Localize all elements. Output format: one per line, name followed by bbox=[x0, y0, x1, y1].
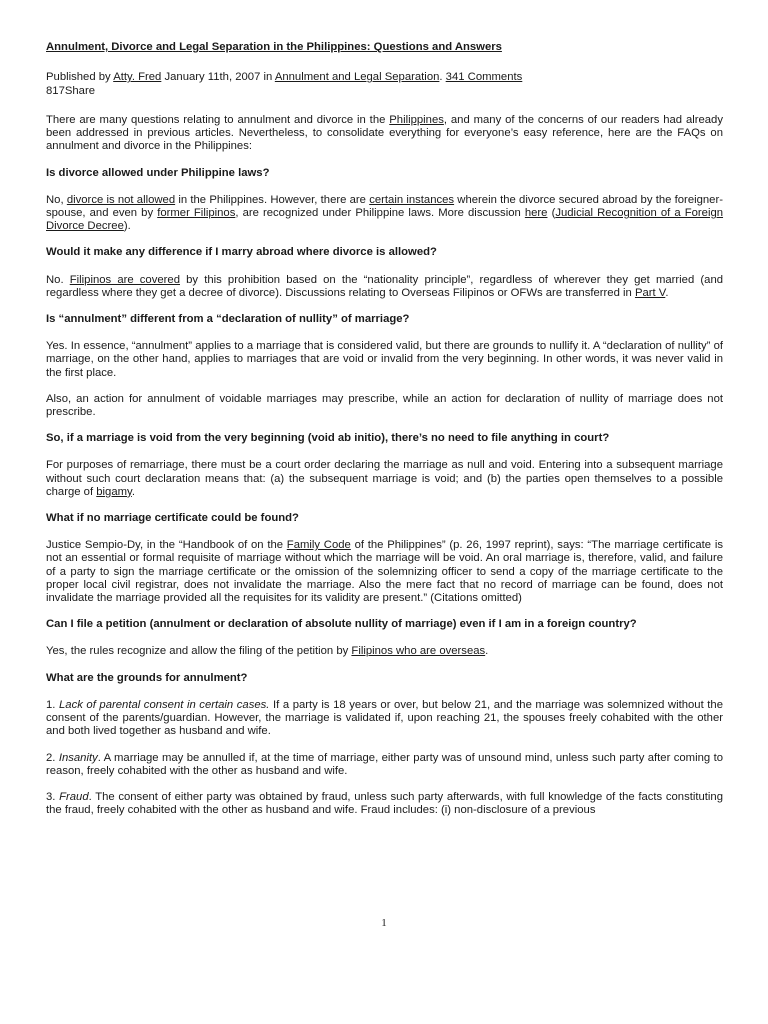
page-number: 1 bbox=[381, 917, 387, 929]
text-span: ( bbox=[547, 207, 556, 220]
page-title: Annulment, Divorce and Legal Separation in the Philippines: Questions and Answers bbox=[46, 41, 502, 53]
ground-item bbox=[46, 752, 723, 778]
answer-paragraph bbox=[46, 274, 723, 300]
philippines-link[interactable]: Philippines bbox=[389, 114, 444, 126]
question-heading: Is divorce allowed under Philippine laws? bbox=[46, 166, 270, 179]
former-filipinos-link[interactable]: former Filipinos bbox=[157, 207, 236, 220]
text-span: by this prohibition based on the “nationality principle”, regardless of wherever they get married (and regardless where they get a decree of divorce). Discussions relating to Overseas Filipinos or OFWs are transferred in bbox=[46, 273, 724, 299]
answer-paragraph bbox=[46, 645, 723, 658]
family-code-link[interactable]: Family Code bbox=[286, 539, 351, 552]
answer-paragraph bbox=[46, 539, 723, 605]
item-number: 1. bbox=[46, 698, 59, 711]
text-span: of the Philippines” (p. 26, 1997 reprint), says: “The marriage certificate is not an essential or formal requisite of marriage without which the marriage will be void. An oral marriage is, therefore, valid, and failure of a party to sign the marriage certificate or the omission of the solemnizing officer to send a copy of the marriage certificate to the proper local civil registrar, does not invalidate the marriage. Also the mere fact that no record of marriage can be found, does not invalidate the marriage provided all the requisites for its validity are present.” (Citations omitted) bbox=[46, 539, 723, 605]
filipinos-overseas-link[interactable]: Filipinos who are overseas bbox=[351, 645, 486, 658]
divorce-not-allowed-link[interactable]: divorce is not allowed bbox=[66, 193, 176, 206]
answer-paragraph bbox=[46, 194, 723, 234]
text-span: . The consent of either party was obtained by fraud, unless such party afterwards, with full knowledge of the facts constituting the fraud, freely cohabited with the other as husband and wife. Fraud includes: (i) non-disclosure of a previous bbox=[46, 790, 723, 817]
text-span: , are recognized under Philippine laws. More discussion bbox=[235, 207, 525, 220]
text-span: . bbox=[131, 485, 135, 498]
ground-name: Lack of parental consent in certain cases. bbox=[59, 698, 270, 711]
question-heading: What are the grounds for annulment? bbox=[46, 671, 248, 684]
author-link[interactable]: Atty. Fred bbox=[113, 71, 162, 83]
post-meta bbox=[46, 71, 723, 98]
text-span: Justice Sempio-Dy, in the “Handbook of on the bbox=[46, 539, 287, 552]
answer-paragraph: Also, an action for annulment of voidable marriages may prescribe, while an action for declaration of nullity of marriage does not prescribe. bbox=[46, 392, 723, 419]
text-span: . A marriage may be annulled if, at the time of marriage, either party was of unsound mind, unless such party after coming to reason, freely cohabited with the other as husband and wife. bbox=[46, 751, 723, 777]
answer-paragraph: Yes. In essence, “annulment” applies to a marriage that is considered valid, but there are grounds to nullify it. A “declaration of nullity” of marriage, on the other hand, applies to marriages that are void or invalid from the very beginning. In other words, it was never valid in the first place. bbox=[46, 340, 723, 379]
intro-paragraph bbox=[46, 114, 723, 154]
question-heading: What if no marriage certificate could be found? bbox=[46, 512, 299, 525]
item-number: 3. bbox=[46, 790, 60, 803]
text-span: ). bbox=[123, 220, 131, 233]
question-heading: Would it make any difference if I marry abroad where divorce is allowed? bbox=[46, 246, 437, 259]
text-span: wherein the divorce secured abroad by the foreigner-spouse, and even by bbox=[46, 193, 723, 220]
text-span: . bbox=[485, 645, 489, 658]
document-body bbox=[46, 40, 723, 830]
date-text: January 11th, 2007 in bbox=[161, 71, 275, 83]
filipinos-covered-link[interactable]: Filipinos are covered bbox=[69, 273, 180, 286]
here-link[interactable]: here bbox=[524, 207, 548, 220]
answer-paragraph bbox=[46, 459, 723, 499]
item-number: 2. bbox=[46, 751, 59, 764]
text-span: There are many questions relating to annulment and divorce in the bbox=[46, 114, 390, 126]
ground-name: Insanity bbox=[58, 751, 98, 764]
bigamy-link[interactable]: bigamy bbox=[96, 485, 132, 498]
category-link[interactable]: Annulment and Legal Separation bbox=[274, 71, 440, 83]
judicial-recognition-link[interactable]: Judicial Recognition of a Foreign Divorce Decree bbox=[46, 207, 724, 233]
share-count: 817Share bbox=[46, 84, 95, 97]
text-span: If a party is 18 years or over, but below 21, and the marriage was solemnized without the consent of the parents/guardian. However, the marriage is validated if, upon reaching 21, the spouses freely cohabited with the other and both lived together as husband and wife. bbox=[46, 698, 724, 738]
certain-instances-link[interactable]: certain instances bbox=[369, 193, 455, 206]
question-heading: Can I file a petition (annulment or declaration of absolute nullity of marriage) even if I am in a foreign country? bbox=[46, 618, 637, 631]
meta-separator: . bbox=[439, 71, 446, 83]
text-span: Yes, the rules recognize and allow the filing of the petition by bbox=[46, 645, 352, 658]
question-heading: Is “annulment” different from a “declaration of nullity” of marriage? bbox=[46, 313, 410, 326]
published-by-text: Published by bbox=[46, 71, 114, 83]
ground-item bbox=[46, 791, 723, 817]
ground-name: Fraud bbox=[59, 790, 89, 803]
text-span: No. bbox=[46, 273, 70, 286]
text-span: No, bbox=[46, 193, 67, 206]
text-span: . bbox=[665, 286, 669, 299]
part-v-link[interactable]: Part V bbox=[634, 286, 666, 299]
text-span: in the Philippines. However, there are bbox=[175, 193, 370, 206]
ground-item bbox=[46, 699, 723, 739]
comments-link[interactable]: 341 Comments bbox=[445, 71, 523, 83]
question-heading: So, if a marriage is void from the very beginning (void ab initio), there’s no need to file anything in court? bbox=[46, 432, 610, 445]
text-span: For purposes of remarriage, there must be a court order declaring the marriage as null and void. Entering into a subsequent marriage without such court declaration means that: (a) the subsequent marriage is void; and (b) the parties open themselves to a possible charge of bbox=[46, 459, 723, 498]
text-span: , and many of the concerns of our readers had already been addressed in previous articles. Nevertheless, to consolidate everything for everyone’s easy reference, here are the FAQs on annulment and divorce in the Philippines: bbox=[46, 114, 723, 153]
